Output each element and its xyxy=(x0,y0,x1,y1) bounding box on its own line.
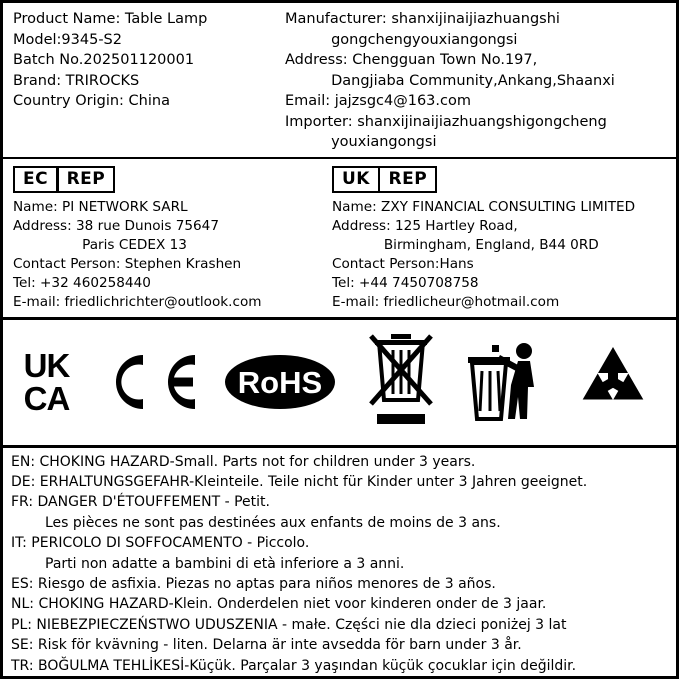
warning-fr-continued: Les pièces ne sont pas destinées aux enfants de moins de 3 ans. xyxy=(45,514,501,531)
address-line-1: Address: Chengguan Town No.197, xyxy=(285,52,538,68)
warning-it-continued: Parti non adatte a bambini di età inferiore a 3 anni. xyxy=(45,555,405,572)
uk-rep-contact-person: Contact Person:Hans xyxy=(332,256,474,273)
ec-rep-name: Name: PI NETWORK SARL xyxy=(13,199,188,216)
product-info-left-column xyxy=(3,9,281,153)
ec-rep-column xyxy=(3,166,318,312)
ukca-mark-text xyxy=(23,347,70,418)
product-brand-line: Brand: TRIROCKS xyxy=(13,72,140,89)
ce-mark xyxy=(99,351,195,413)
tidyman-glyph xyxy=(466,339,542,425)
svg-text:RoHS: RoHS xyxy=(237,365,322,401)
tidyman-mark xyxy=(466,339,542,425)
recycle-mobius-glyph xyxy=(571,343,655,421)
uk-rep-badge-left: UK xyxy=(342,169,370,190)
ec-rep-tel: Tel: +32 460258440 xyxy=(13,275,151,292)
product-info-section xyxy=(3,3,676,157)
weee-crossed-bin-mark xyxy=(365,332,437,432)
warning-en: EN: CHOKING HAZARD-Small. Parts not for children under 3 years. xyxy=(11,453,476,470)
importer-line-2: youxiangongsi xyxy=(285,134,437,150)
rohs-mark xyxy=(224,351,336,413)
product-name-line: Product Name: Table Lamp xyxy=(13,11,208,27)
uk-rep-tel: Tel: +44 7450708758 xyxy=(332,275,479,292)
email-line: Email: jajzsgc4@163.com xyxy=(285,93,471,109)
warning-se: SE: Risk för kvävning - liten. Delarna är inte avsedda för barn under 3 år. xyxy=(11,637,522,654)
product-model-line: Model:9345-S2 xyxy=(13,31,122,48)
warning-es: ES: Riesgo de asfixia. Piezas no aptas para niños menores de 3 años. xyxy=(11,575,496,592)
manufacturer-line-2: gongchengyouxiangongsi xyxy=(285,31,518,48)
ec-rep-contact-person: Contact Person: Stephen Krashen xyxy=(13,256,242,273)
ec-rep-badge xyxy=(13,166,115,193)
ukca-mark-line-1: UK xyxy=(23,347,70,385)
ec-rep-email: E-mail: friedlichrichter@outlook.com xyxy=(13,294,262,311)
rohs-mark-glyph xyxy=(224,351,336,413)
address-line-2: Dangjiaba Community,Ankang,Shaanxi xyxy=(285,72,615,89)
product-country-line: Country Origin: China xyxy=(13,93,170,109)
product-batch-line: Batch No.202501120001 xyxy=(13,52,195,68)
ce-mark-glyph xyxy=(99,351,195,413)
warning-de: DE: ERHALTUNGSGEFAHR-Kleinteile. Teile nicht für Kinder unter 3 Jahren geeignet. xyxy=(11,473,588,490)
ec-rep-badge-right: REP xyxy=(66,169,106,190)
uk-rep-name: Name: ZXY FINANCIAL CONSULTING LIMITED xyxy=(332,199,636,216)
warnings-section xyxy=(3,448,676,676)
ec-rep-address-2: Paris CEDEX 13 xyxy=(13,237,187,254)
warning-fr: FR: DANGER D'ÉTOUFFEMENT - Petit. xyxy=(11,494,270,511)
warning-tr: TR: BOĞULMA TEHLİKESİ-Küçük. Parçalar 3 yaşından küçük çocuklar için değildir. xyxy=(11,657,577,674)
uk-rep-badge xyxy=(332,166,437,193)
ukca-mark xyxy=(23,347,70,418)
warning-it: IT: PERICOLO DI SOFFOCAMENTO - Piccolo. xyxy=(11,535,310,552)
recycle-mobius-mark xyxy=(571,343,655,421)
authorised-representatives-section xyxy=(3,159,676,317)
ec-rep-address-1: Address: 38 rue Dunois 75647 xyxy=(13,218,219,235)
manufacturer-line-1: Manufacturer: shanxijinaijiazhuangshi xyxy=(285,11,560,27)
importer-line-1: Importer: shanxijinaijiazhuangshigongcheng xyxy=(285,113,607,130)
uk-rep-column xyxy=(318,166,676,312)
weee-bin-glyph xyxy=(365,332,437,432)
warning-nl: NL: CHOKING HAZARD-Klein. Onderdelen niet voor kinderen onder de 3 jaar. xyxy=(11,596,547,613)
uk-rep-address-2: Birmingham, England, B44 0RD xyxy=(332,237,599,254)
ec-rep-badge-left: EC xyxy=(23,169,49,190)
compliance-marks-section xyxy=(3,320,676,444)
product-info-right-column xyxy=(281,9,676,153)
uk-rep-email: E-mail: friedlicheur@hotmail.com xyxy=(332,294,560,311)
uk-rep-badge-right: REP xyxy=(388,169,428,190)
ukca-mark-line-2: CA xyxy=(23,380,70,418)
warning-pl: PL: NIEBEZPIECZEŃSTWO UDUSZENIA - małe. Części nie dla dzieci poniżej 3 lat xyxy=(11,616,567,633)
uk-rep-address-1: Address: 125 Hartley Road, xyxy=(332,218,518,235)
